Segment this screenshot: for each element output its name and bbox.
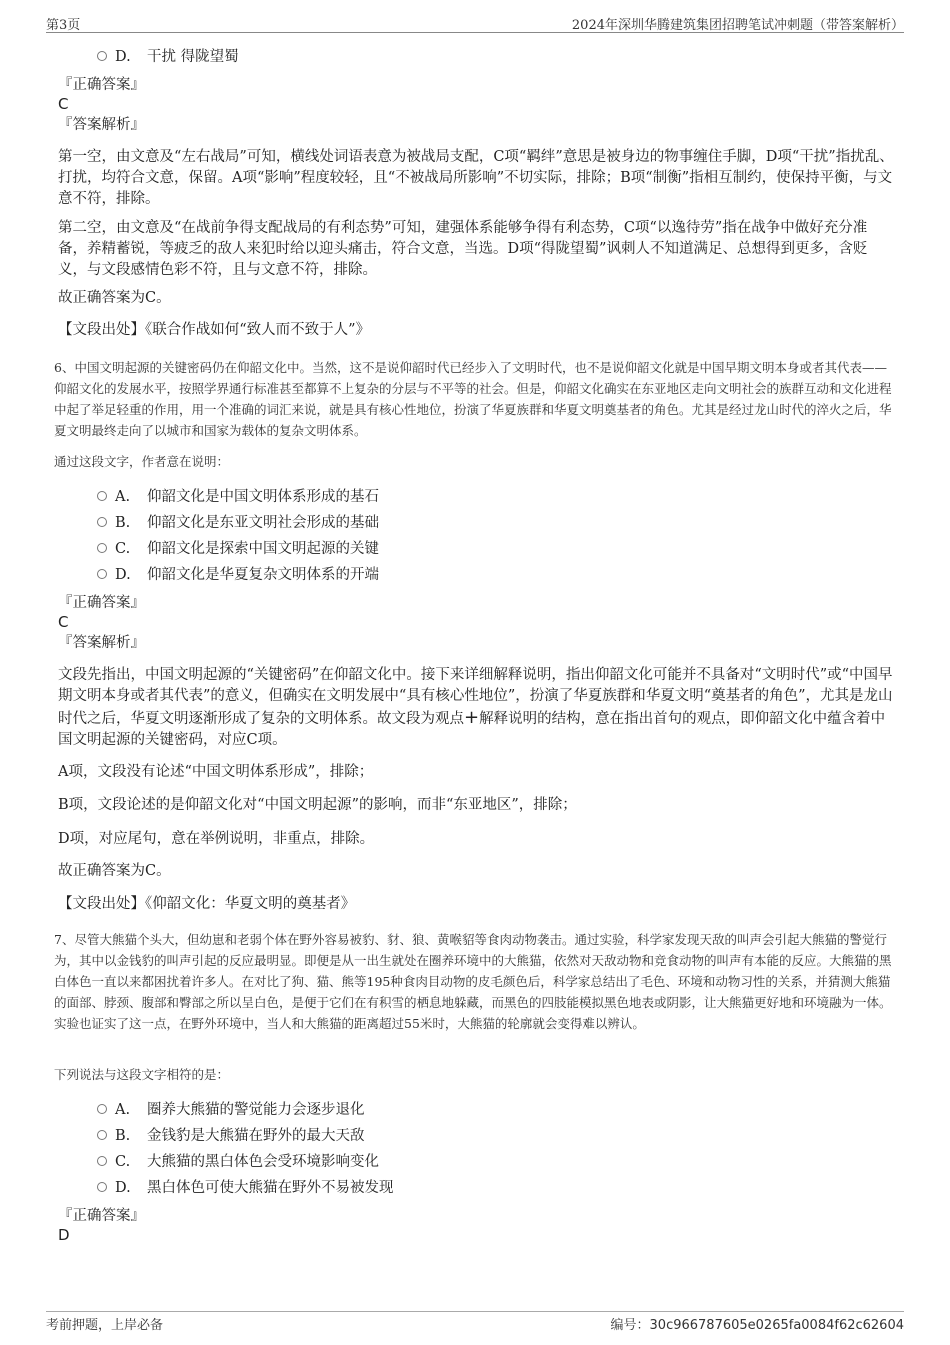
footer-code: 编号：30c966787605e0265fa0084f62c62604: [610, 1318, 904, 1333]
radio-icon[interactable]: [97, 491, 107, 501]
q5-analysis-paragraph-2: 第二空，由文意及“在战前争得支配战局的有利态势”可知，建强体系能够争得有利态势，C项“以逸待劳”指在战争中做好充分准备，养精蓄锐，等疲乏的敌人来犯时给以迎头痛击，符合文意，当选。D项“得陇望蜀”讽刺人不知道满足、总想得到更多，含贬义，与文段感情色彩不符，且与文意不符，排除。: [58, 220, 868, 278]
q5-correct-label: 『正确答案』: [58, 77, 145, 93]
q6-option-b[interactable]: B. 仰韶文化是东亚文明社会形成的基础: [97, 513, 379, 533]
radio-icon[interactable]: [97, 1104, 107, 1114]
q7-option-a[interactable]: A. 圈养大熊猫的警觉能力会逐步退化: [97, 1100, 365, 1120]
radio-icon[interactable]: [97, 51, 107, 61]
q6-option-c[interactable]: C. 仰韶文化是探索中国文明起源的关键: [97, 539, 379, 559]
q7-option-b[interactable]: B. 金钱豹是大熊猫在野外的最大天敌: [97, 1126, 365, 1146]
footer-divider: [46, 1311, 904, 1312]
q5-conclusion: 故正确答案为C。: [58, 290, 171, 306]
q7-option-c[interactable]: C. 大熊猫的黑白体色会受环境影响变化: [97, 1152, 379, 1172]
q7-question: 下列说法与这段文字相符的是：: [54, 1067, 230, 1082]
q6-analysis-a: A项，文段没有论述“中国文明体系形成”，排除；: [58, 764, 374, 780]
q5-source: 【文段出处】《联合作战如何“致人而不致于人”》: [58, 322, 371, 338]
q7-answer: D: [58, 1226, 70, 1244]
header-divider: [46, 32, 904, 33]
q6-answer: C: [58, 613, 69, 631]
radio-icon[interactable]: [97, 569, 107, 579]
page-footer: [46, 1314, 904, 1332]
q5-analysis-paragraph-1: 第一空，由文意及“左右战局”可知，横线处词语表意为被战局支配，C项“羁绊”意思是被身边的物事缠住手脚，D项“干扰”指扰乱、打扰，均符合文意，保留。A项“影响”程度较轻，且“不被战局所影响”不切实际，排除；B项“制衡”指相互制约，使保持平衡，与文意不符，排除。: [58, 149, 894, 207]
radio-icon[interactable]: [97, 1156, 107, 1166]
q6-correct-label: 『正确答案』: [58, 595, 145, 611]
q7-option-d[interactable]: D. 黑白体色可使大熊猫在野外不易被发现: [97, 1178, 394, 1198]
q6-analysis-paragraph-1: 文段先指出，中国文明起源的“关键密码”在仰韶文化中。接下来详细解释说明，指出仰韶文化可能并不具备对“文明时代”或“中国早期文明本身或者其代表”的意义，但确实在文明发展中“具有核心性地位”，扮演了华夏族群和华夏文明“奠基者的角色”，尤其是龙山时代之后，华夏文明逐渐形成了复杂的文明体系。故文段为观点+解释说明的结构，意在指出首句的观点，即仰韶文化中蕴含着中国文明起源的关键密码，对应C项。: [58, 667, 893, 748]
page-header: [46, 14, 904, 32]
radio-icon[interactable]: [97, 517, 107, 527]
q6-analysis-b: B项，文段论述的是仰韶文化对“中国文明起源”的影响，而非“东亚地区”，排除；: [58, 797, 577, 813]
q6-analysis-d: D项，对应尾句，意在举例说明，非重点，排除。: [58, 831, 375, 847]
radio-icon[interactable]: [97, 543, 107, 553]
q6-stem: 6、中国文明起源的关键密码仍在仰韶文化中。当然，这不是说仰韶时代已经步入了文明时代，也不是说仰韶文化就是中国早期文明本身或者其代表——仰韶文化的发展水平，按照学界通行标准甚至都算不上复杂的分层与不平等的社会。但是，仰韶文化确实在东亚地区走向文明社会的族群互动和文化进程中起了举足轻重的作用，用一个准确的词汇来说，就是具有核心性地位，扮演了华夏族群和华夏文明奠基者的角色。尤其是经过龙山时代的淬火之后，华夏文明最终走向了以城市和国家为载体的复杂文明体系。: [54, 360, 892, 438]
q6-question: 通过这段文字，作者意在说明：: [54, 454, 230, 469]
document-title: 2024年深圳华腾建筑集团招聘笔试冲刺题（带答案解析）: [571, 18, 904, 33]
q5-answer: C: [58, 95, 69, 113]
q5-option-d[interactable]: D. 干扰 得陇望蜀: [97, 47, 239, 67]
q6-option-d[interactable]: D. 仰韶文化是华夏复杂文明体系的开端: [97, 565, 379, 585]
q7-correct-label: 『正确答案』: [58, 1208, 145, 1224]
q6-source: 【文段出处】《仰韶文化：华夏文明的奠基者》: [58, 896, 356, 912]
q6-conclusion: 故正确答案为C。: [58, 863, 171, 879]
q6-option-a[interactable]: A. 仰韶文化是中国文明体系形成的基石: [97, 487, 379, 507]
radio-icon[interactable]: [97, 1182, 107, 1192]
page-number: 第3页: [46, 18, 81, 33]
plus-sign: +: [464, 707, 480, 728]
footer-slogan: 考前押题，上岸必备: [46, 1318, 164, 1333]
radio-icon[interactable]: [97, 1130, 107, 1140]
q7-stem: 7、尽管大熊猫个头大，但幼崽和老弱个体在野外容易被豹、豺、狼、黄喉貂等食肉动物袭击。通过实验，科学家发现天敌的叫声会引起大熊猫的警觉行为，其中以金钱豹的叫声引起的反应最明显。即便是从一出生就处在圈养环境中的大熊猫，依然对天敌动物和竞食动物的叫声有本能的反应。大熊猫的黑白体色一直以来都困扰着许多人。在对比了狗、猫、熊等195种食肉目动物的皮毛颜色后，科学家总结出了毛色、环境和动物习性的关系，并猜测大熊猫的面部、脖颈、腹部和臀部之所以呈白色，是便于它们在有积雪的栖息地躲藏，而黑色的四肢能模拟黑色地表或阴影，让大熊猫更好地和环境融为一体。实验也证实了这一点，在野外环境中，当人和大熊猫的距离超过55米时，大熊猫的轮廓就会变得难以辨认。: [54, 932, 892, 1031]
q6-analysis-label: 『答案解析』: [58, 635, 145, 651]
q5-analysis-label: 『答案解析』: [58, 117, 145, 133]
